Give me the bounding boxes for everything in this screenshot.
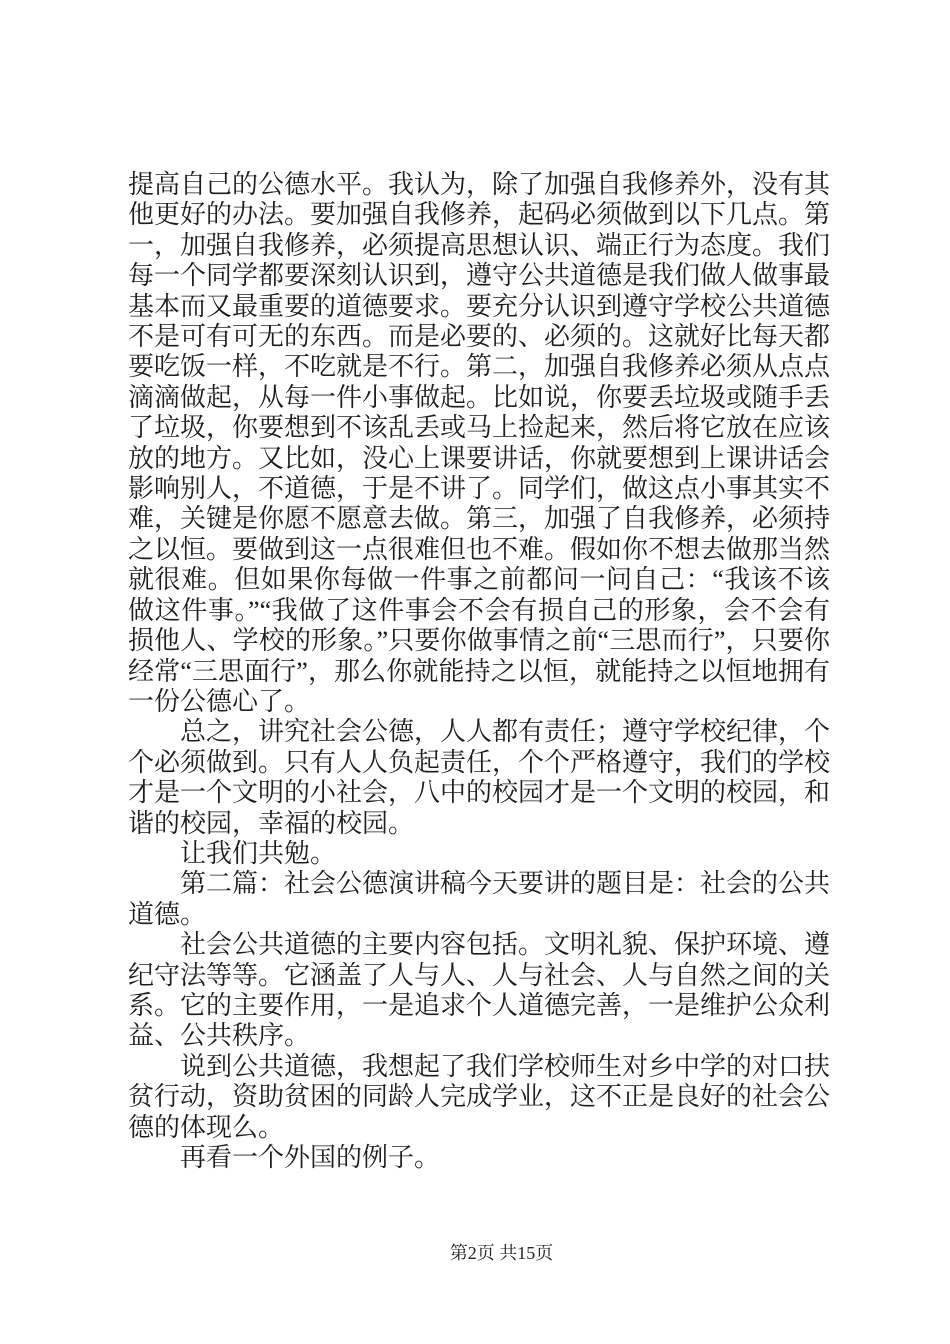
paragraph: 总之，讲究社会公德，人人都有责任；遵守学校纪律，个个必须做到。只有人人负起责任，个个严格遵守，我们的学校才是一个文明的小社会，八中的校园才是一个文明的校园，和谐的校园，幸福的校园。 bbox=[128, 717, 831, 838]
paragraph: 再看一个外国的例子。 bbox=[180, 1143, 441, 1172]
paragraph: 提高自己的公德水平。我认为，除了加强自我修养外，没有其他更好的办法。要加强自我修养，起码必须做到以下几点。第一，加强自我修养，必须提高思想认识、端正行为态度。我们每一个同学都要深刻认识到，遵守公共道德是我们做人做事最基本而又最重要的道德要求。要充分认识到遵守学校公共道德不是可有可无的东西。而是必要的、必须的。这就好比每天都要吃饭一样，不吃就是不行。第二，加强自我修养必须从点点滴滴做起，从每一件小事做起。比如说，你要丢垃圾或随手丢了垃圾，你要想到不该乱丢或马上捡起来，然后将它放在应该放的地方。又比如，没心上课要讲话，你就要想到上课讲话会影响别人，不道德，于是不讲了。同学们，做这点小事其实不难，关键是你愿不愿意去做。第三，加强了自我修养，必须持之以恒。要做到这一点很难但也不难。假如你不想去做那当然就很难。但如果你每做一件事之前都问一问自己：“我该不该做这件事。”“我做了这件事会不会有损自己的形象，会不会有损他人、学校的形象。”只要你做事情之前“三思而行”，只要你经常“三思面行”，那么你就能持之以恒，就能持之以恒地拥有一份公德心了。 bbox=[128, 170, 831, 716]
paragraph: 说到公共道德，我想起了我们学校师生对乡中学的对口扶贫行动，资助贫困的同龄人完成学业，这不正是良好的社会公德的体现么。 bbox=[128, 1051, 831, 1142]
page-number-label: 第2页 共15页 bbox=[449, 1243, 554, 1263]
paragraph: 社会公共道德的主要内容包括。文明礼貌、保护环境、遵纪守法等等。它涵盖了人与人、人与社会、人与自然之间的关系。它的主要作用，一是追求个人道德完善，一是维护公众利益、公共秩序。 bbox=[128, 930, 831, 1051]
paragraph: 让我们共勉。 bbox=[180, 838, 337, 868]
document-body bbox=[128, 170, 830, 1173]
page-footer bbox=[128, 1242, 830, 1264]
paragraph: 第二篇：社会公德演讲稿今天要讲的题目是：社会的公共道德。 bbox=[128, 869, 831, 929]
